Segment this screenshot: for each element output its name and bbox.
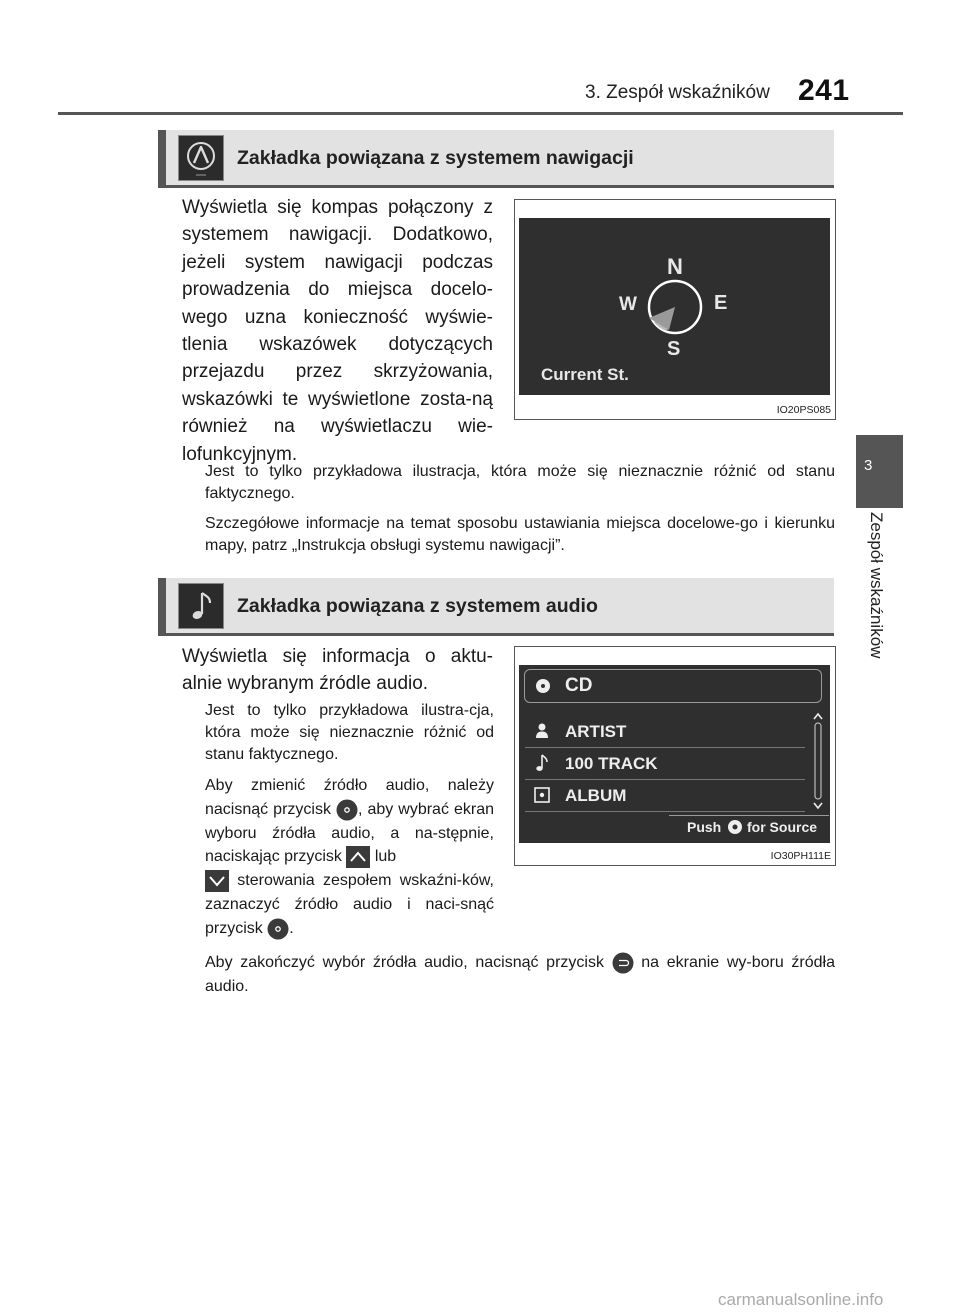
chapter-title: Zespół wskaźników bbox=[867, 512, 886, 659]
compass-south-label: S bbox=[667, 338, 681, 360]
enter-button-icon bbox=[267, 918, 289, 940]
up-button-icon bbox=[346, 846, 370, 868]
person-icon bbox=[535, 723, 549, 739]
music-note-icon bbox=[535, 753, 549, 773]
compass-east-label: E bbox=[714, 292, 728, 314]
audio-note-text-1: Aby zmienić źródło audio, należy nacisnąć przycisk bbox=[205, 777, 494, 818]
current-street-label: Current St. bbox=[541, 365, 629, 384]
audio-note-text-3: lub bbox=[374, 848, 397, 866]
audio-note-text-5: . bbox=[289, 919, 294, 937]
enter-button-icon bbox=[336, 799, 358, 821]
running-header-section: 3. Zespół wskaźników bbox=[585, 82, 770, 103]
navigation-description: Wyświetla się kompas połączony z systemem nawigacji. Dodatkowo, jeżeli system nawigacji podczas prowadzenia do miejsca docelo-wego uzna konieczność wyświe-tlenia wskazówek dotyczących przejazdu przez skrzyżowania, wskazówki te wyświetlone zosta-ną również na wyświetlaczu wie-lofunkcyjnym. bbox=[182, 197, 493, 465]
audio-note-finish-selection bbox=[205, 951, 835, 999]
audio-figure-code: IO30PH111E bbox=[770, 850, 831, 862]
audio-source-label: CD bbox=[565, 675, 593, 696]
navigation-section-heading bbox=[158, 130, 834, 188]
audio-list-artist-label: ARTIST bbox=[565, 722, 627, 741]
navigation-arrow-icon bbox=[178, 135, 224, 181]
chapter-tab bbox=[856, 435, 903, 508]
chapter-side-label bbox=[846, 512, 906, 692]
compass-west-label: W bbox=[619, 294, 637, 315]
down-button-icon bbox=[205, 870, 229, 892]
audio-note-text-4: sterowania zespołem wskaźni-ków, zaznaczyć źródło audio i naci-snąć przycisk bbox=[205, 872, 494, 937]
audio-section-title: Zakładka powiązana z systemem audio bbox=[237, 595, 598, 617]
audio-list-row-track bbox=[525, 749, 805, 780]
back-button-icon bbox=[612, 952, 634, 974]
audio-hint-bar bbox=[669, 815, 829, 840]
audio-note-illustration: Jest to tylko przykładowa ilustra-cja, która może się nieznacznie różnić od stanu faktycznego. bbox=[205, 702, 494, 763]
audio-note-change-source bbox=[205, 774, 494, 941]
audio-list-scrollbar bbox=[811, 711, 825, 811]
compass-north-label: N bbox=[667, 254, 683, 279]
audio-list-album-label: ALBUM bbox=[565, 786, 627, 805]
header-rule bbox=[58, 112, 903, 115]
audio-note3-text-1: Aby zakończyć wybór źródła audio, nacisnąć przycisk bbox=[205, 954, 604, 971]
audio-list-row-artist bbox=[525, 717, 805, 748]
compass-screen bbox=[519, 218, 830, 395]
audio-screen bbox=[519, 665, 830, 843]
album-icon bbox=[534, 787, 550, 803]
audio-section-heading bbox=[158, 578, 834, 636]
navigation-note-illustration: Jest to tylko przykładowa ilustracja, która może się nieznacznie różnić od stanu faktycznego. bbox=[205, 463, 835, 502]
navigation-figure bbox=[514, 199, 836, 420]
navigation-section-title: Zakładka powiązana z systemem nawigacji bbox=[237, 147, 634, 169]
watermark: carmanualsonline.info bbox=[718, 1290, 884, 1309]
audio-list-track-label: 100 TRACK bbox=[565, 754, 658, 773]
audio-note-text-2: , aby wybrać ekran wyboru źródła audio, a na-stępnie, naciskając przycisk bbox=[205, 800, 494, 866]
disc-icon bbox=[535, 678, 551, 694]
audio-source-row bbox=[524, 669, 822, 703]
audio-hint-push-label: Push bbox=[687, 819, 722, 835]
page-number: 241 bbox=[798, 74, 850, 107]
audio-note3-text-2: na ekranie wy-boru źródła audio. bbox=[205, 954, 835, 995]
audio-description: Wyświetla się informacja o aktu-alnie wybranym źródle audio. bbox=[182, 646, 493, 695]
chapter-number: 3 bbox=[864, 457, 873, 474]
audio-list-row-album bbox=[525, 781, 805, 812]
navigation-figure-code: IO20PS085 bbox=[776, 404, 831, 416]
enter-button-icon bbox=[727, 819, 743, 835]
navigation-note-details: Szczegółowe informacje na temat sposobu ustawiania miejsca docelowe-go i kierunku mapy, patrz „Instrukcja obsługi systemu nawigacji”. bbox=[205, 515, 835, 554]
audio-figure bbox=[514, 646, 836, 866]
audio-hint-source-label: for Source bbox=[747, 819, 818, 835]
music-note-icon bbox=[178, 583, 224, 629]
